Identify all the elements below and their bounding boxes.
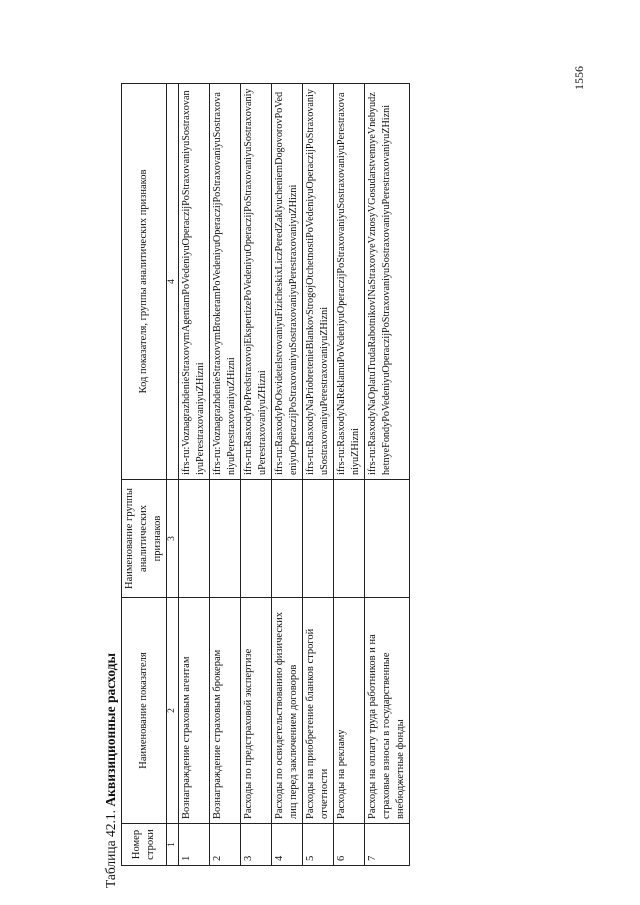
table-title-prefix: Таблица 42.1. xyxy=(103,810,118,888)
column-index: 4 xyxy=(167,84,179,480)
table-title xyxy=(100,653,122,888)
table-row xyxy=(210,84,241,866)
indicator-code: ifrs-ru:RasxodyNaReklamuPoVedeniyuOperaczijPoStraxovaniyuSostraxovaniyuPerestraxovaniyuZHizni xyxy=(334,84,365,480)
row-number: 4 xyxy=(272,824,303,866)
row-number: 5 xyxy=(303,824,334,866)
indicator-name: Расходы по предстраховой экспертизе xyxy=(241,598,272,824)
row-number: 3 xyxy=(241,824,272,866)
indicator-name: Расходы по освидетельствованию физических лиц перед заключением договоров xyxy=(272,598,303,824)
indicator-code: ifrs-ru:RasxodyNaOplatuTrudaRabotnikovINaStraxovyeVznosyVGosudarstvennyeVnebyudzhetnyeFondyPoVedeniyuOperaczijPoStraxovaniyuSostraxovaniyuPerestraxovaniyuZHizni xyxy=(365,84,410,480)
indicator-code: ifrs-ru:VoznagrazhdenieStraxovymAgentamPoVedeniyuOperaczijPoStraxovaniyuSostraxovaniyuPerestraxovaniyuZHizni xyxy=(179,84,210,480)
group-name xyxy=(179,480,210,598)
row-number: 2 xyxy=(210,824,241,866)
table-row xyxy=(334,84,365,866)
indicator-name: Расходы на рекламу xyxy=(334,598,365,824)
indicator-name: Вознаграждение страховым брокерам xyxy=(210,598,241,824)
column-index-row xyxy=(167,84,179,866)
column-index: 1 xyxy=(167,824,179,866)
header-row-number: Номер строки xyxy=(122,824,167,866)
indicator-code: ifrs-ru:RasxodyPoPredstraxovojEkspertizePoVedeniyuOperaczijPoStraxovaniyuSostraxovaniyuPerestraxovaniyuZHizni xyxy=(241,84,272,480)
rotated-page-content xyxy=(96,78,546,888)
table-row xyxy=(272,84,303,866)
group-name xyxy=(334,480,365,598)
table-row xyxy=(179,84,210,866)
row-number: 7 xyxy=(365,824,410,866)
indicator-name: Расходы на приобретение бланков строгой отчетности xyxy=(303,598,334,824)
header-group-name: Наименование группы аналитических признаков xyxy=(122,480,167,598)
group-name xyxy=(303,480,334,598)
column-index: 3 xyxy=(167,480,179,598)
table-row xyxy=(241,84,272,866)
row-number: 6 xyxy=(334,824,365,866)
header-indicator-name: Наименование показателя xyxy=(122,598,167,824)
group-name xyxy=(210,480,241,598)
group-name xyxy=(365,480,410,598)
table-row xyxy=(303,84,334,866)
indicator-code: ifrs-ru:VoznagrazhdenieStraxovymBrokeramPoVedeniyuOperaczijPoStraxovaniyuSostraxovaniyuPerestraxovaniyuZHizni xyxy=(210,84,241,480)
table-title-bold: Аквизиционные расходы xyxy=(103,653,118,807)
table-row xyxy=(365,84,410,866)
group-name xyxy=(241,480,272,598)
header-code: Код показателя, группы аналитических признаков xyxy=(122,84,167,480)
group-name xyxy=(272,480,303,598)
indicator-name: Вознаграждение страховым агентам xyxy=(179,598,210,824)
column-index: 2 xyxy=(167,598,179,824)
indicator-code: ifrs-ru:RasxodyNaPriobretenieBlankovStrogojOtchetnostiPoVedeniyuOperaczijPoStraxovaniyuSostraxovaniyuPerestraxovaniyuZHizni xyxy=(303,84,334,480)
indicator-code: ifrs-ru:RasxodyPoOsvidetelstvovaniyuFizicheskixLiczPeredZaklyucheniemDogovorovPoVedeniyuOperaczijPoStraxovaniyuSostraxovaniyuPerestraxovaniyuZHizni xyxy=(272,84,303,480)
page-number: 1556 xyxy=(572,66,586,90)
indicator-name: Расходы на оплату труда работников и на страховые взносы в государственные внебюджетные фонды xyxy=(365,598,410,824)
header-row xyxy=(122,84,167,866)
acquisition-expenses-table xyxy=(121,83,410,866)
row-number: 1 xyxy=(179,824,210,866)
